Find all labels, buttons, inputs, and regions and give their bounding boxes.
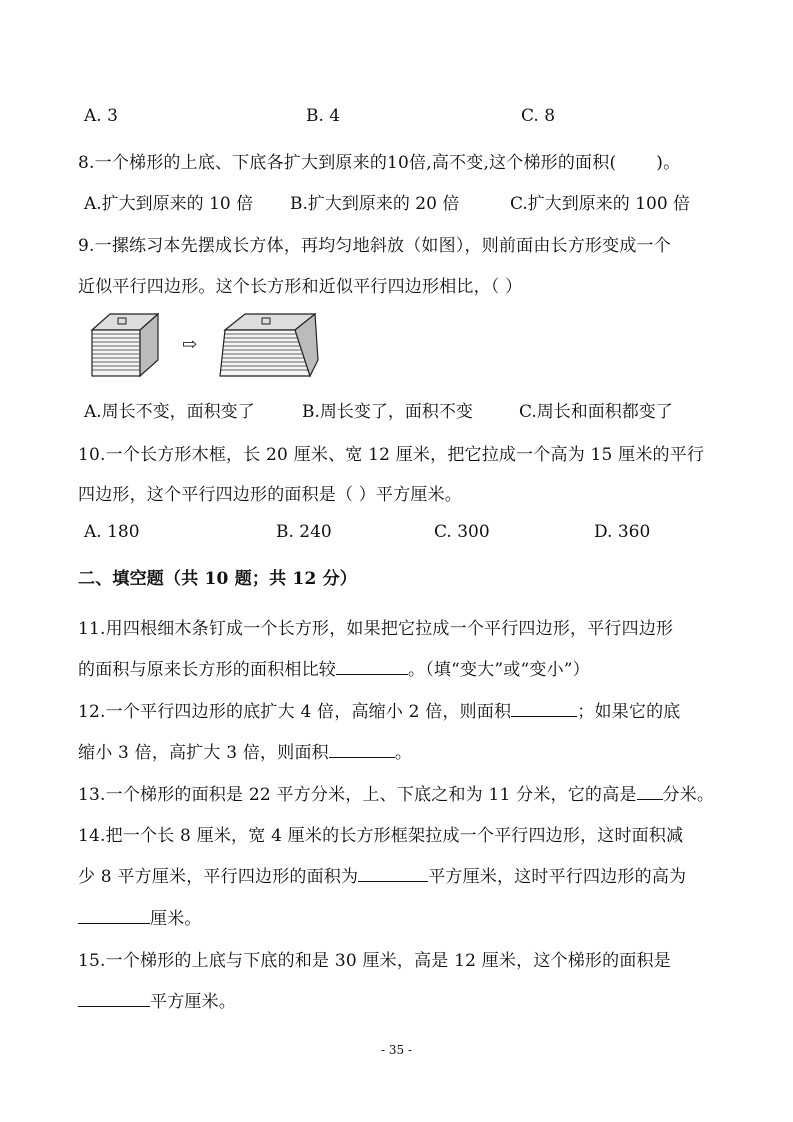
page-number: - 35 -: [380, 1043, 412, 1057]
q8-text-after: )。: [656, 153, 681, 173]
q8-stem: [78, 148, 680, 173]
q8-option-c: C.扩大到原来的 100 倍: [510, 194, 691, 214]
q9-stem-line1: 9.一摞练习本先摆成长方体，再均匀地斜放（如图），则前面由长方形变成一个: [78, 236, 671, 256]
q14-text-after: 平方厘米，这时平行四边形的高为: [428, 867, 687, 887]
answer-blank[interactable]: [329, 740, 395, 758]
q11-stem-line2: [78, 655, 590, 680]
q11-text-before: 的面积与原来长方形的面积相比较: [78, 660, 336, 680]
q13-stem: [78, 780, 714, 805]
answer-blank[interactable]: [78, 989, 150, 1007]
q10-option-b: B. 240: [276, 522, 332, 542]
q10-option-d: D. 360: [594, 522, 651, 542]
q10-option-c: C. 300: [434, 522, 490, 542]
q9-option-c: C.周长和面积都变了: [519, 402, 673, 422]
q15-text-after: 平方厘米。: [150, 992, 236, 1012]
answer-blank[interactable]: [78, 906, 150, 924]
q10-stem-line2: 四边形，这个平行四边形的面积是（ ）平方厘米。: [78, 485, 463, 505]
q14-text-before: 少 8 平方厘米，平行四边形的面积为: [78, 867, 359, 887]
answer-blank[interactable]: [637, 782, 663, 800]
q14-stem-line3: [78, 904, 202, 929]
q11-stem-line1: 11.用四根细木条钉成一个长方形，如果把它拉成一个平行四边形，平行四边形: [78, 619, 674, 639]
q8-text-before: 8.一个梯形的上底、下底各扩大到原来的10倍,高不变,这个梯形的面积(: [78, 153, 617, 173]
cuboid-stack-image: [92, 314, 158, 376]
q8-option-b: B.扩大到原来的 20 倍: [290, 194, 460, 214]
q12-text2-before: 缩小 3 倍，高扩大 3 倍，则面积: [78, 743, 329, 763]
q8-option-a: A.扩大到原来的 10 倍: [84, 194, 254, 214]
section-title: 二、填空题（共 10 题；共 12 分）: [78, 569, 357, 589]
q12-text-after: ；如果它的底: [577, 702, 681, 722]
q13-text-after: 分米。: [662, 785, 715, 805]
q9-figure: [90, 310, 320, 380]
q7-option-c: C. 8: [521, 106, 556, 126]
q15-stem-line2: [78, 987, 236, 1012]
q9-option-a: A.周长不变，面积变了: [84, 402, 255, 422]
answer-blank[interactable]: [358, 864, 428, 882]
q12-stem-line1: [78, 697, 681, 722]
slanted-stack-image: [220, 314, 318, 376]
q10-stem-line1: 10.一个长方形木框，长 20 厘米、宽 12 厘米，把它拉成一个高为 15 厘米的平行: [78, 445, 705, 465]
q14-stem-line2: [78, 862, 686, 887]
answer-blank[interactable]: [511, 699, 577, 717]
q12-stem-line2: [78, 738, 412, 763]
answer-blank[interactable]: [336, 657, 408, 675]
q7-option-b: B. 4: [306, 106, 341, 126]
q12-text-before: 12.一个平行四边形的底扩大 4 倍，高缩小 2 倍，则面积: [78, 702, 512, 722]
q15-stem-line1: 15.一个梯形的上底与下底的和是 30 厘米，高是 12 厘米，这个梯形的面积是: [78, 951, 671, 971]
q14-stem-line1: 14.把一个长 8 厘米，宽 4 厘米的长方形框架拉成一个平行四边形，这时面积减: [78, 826, 684, 846]
q9-stem-line2: 近似平行四边形。这个长方形和近似平行四边形相比，（ ）: [78, 277, 523, 297]
q14-text3-after: 厘米。: [150, 909, 202, 929]
q9-option-b: B.周长变了，面积不变: [302, 402, 473, 422]
q12-text2-after: 。: [394, 743, 413, 763]
q7-option-a: A. 3: [84, 106, 118, 126]
q11-text-after: 。（填“变大”或“变小”）: [408, 660, 590, 680]
q13-text-before: 13.一个梯形的面积是 22 平方分米，上、下底之和为 11 分米，它的高是: [78, 785, 637, 805]
q10-option-a: A. 180: [84, 522, 140, 542]
arrow-right-icon: ⇨: [182, 334, 198, 355]
